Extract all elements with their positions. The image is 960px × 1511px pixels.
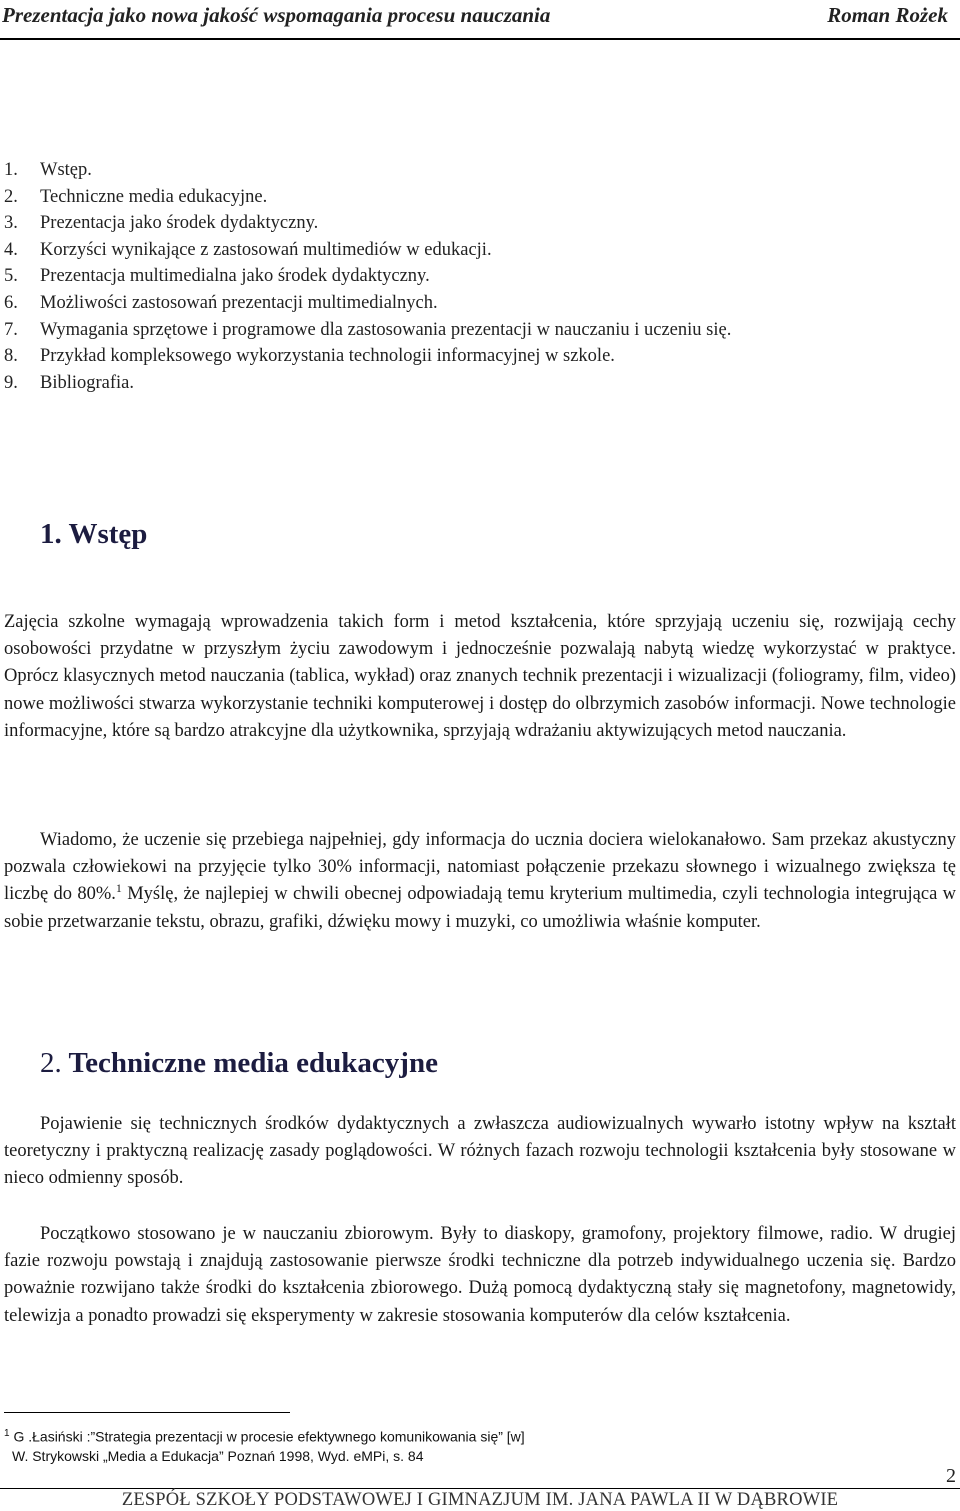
section-1-paragraph-1 xyxy=(4,609,956,745)
page-number: 2 xyxy=(946,1465,956,1487)
toc-item-number: 8. xyxy=(4,346,18,367)
toc-item-number: 4. xyxy=(4,239,18,260)
section-2-number: 2. xyxy=(40,1047,62,1079)
section-2-title: Techniczne media edukacyjne xyxy=(68,1047,438,1079)
toc-item-text: Korzyści wynikające z zastosowań multimediów w edukacji. xyxy=(40,239,492,260)
toc-item-number: 7. xyxy=(4,319,18,340)
footnote-separator xyxy=(4,1412,290,1413)
header-title: Prezentacja jako nowa jakość wspomagania procesu nauczania xyxy=(2,3,551,27)
toc-item-text: Techniczne media edukacyjne. xyxy=(40,186,268,207)
footnote-text: G .Łasiński :”Strategia prezentacji w procesie efektywnego komunikowania się” [w] xyxy=(9,1428,525,1445)
paragraph-text: Myślę, że najlepiej w chwili obecnej odpowiadają temu kryterium multimedia, czyli technologia integrująca w sobie przetwarzanie tekstu, obrazu, grafiki, dźwięku mowy i muzyki, co umożliwia właśnie komputer. xyxy=(4,884,956,932)
footnote-line-2 xyxy=(4,1447,904,1466)
toc-item-number: 1. xyxy=(4,160,18,180)
toc-item xyxy=(0,184,958,211)
toc-item-number: 2. xyxy=(4,186,18,207)
toc-item xyxy=(0,343,958,370)
paragraph-text: Początkowo stosowano je w nauczaniu zbiorowym. Były to diaskopy, gramofony, projektory filmowe, radio. W drugiej fazie rozwoju powstają i znajdują zastosowanie pierwsze środki techniczne dla potrzeb indywidualnego uczenia się. Bardzo poważnie rozwijano także środki do kształcenia zbiorowego. Dużą pomocą dydaktyczną stały się magnetofony, magnetowidy, telewizja a ponadto prowadzi się eksperymenty w zakresie stosowania komputerów dla celów kształcenia. xyxy=(4,1224,956,1326)
footnote-line-1 xyxy=(4,1424,904,1447)
running-footer: ZESPÓŁ SZKOŁY PODSTAWOWEJ I GIMNAZJUM IM. JANA PAWLA II W DĄBROWIE xyxy=(121,1490,839,1510)
toc-item-text: Prezentacja jako środek dydaktyczny. xyxy=(40,213,319,234)
footnote-number: 1 xyxy=(4,1428,10,1439)
footnote-reference[interactable]: 1 xyxy=(115,881,122,896)
footnote xyxy=(4,1424,904,1466)
section-1-heading: 1. Wstęp xyxy=(40,518,148,550)
toc-item xyxy=(0,237,958,264)
toc-item xyxy=(0,317,958,344)
footnote-text: W. Strykowski „Media a Edukacja” Poznań 1998, Wyd. eMPi, s. 84 xyxy=(12,1447,424,1464)
table-of-contents xyxy=(0,157,958,396)
paragraph-text: Wiadomo, że uczenie się przebiega najpełniej, gdy informacja do ucznia dociera wielokanałowo. Sam przekaz akustyczny pozwala człowiekowi na przyjęcie tylko 30% informacji, natomiast połączenie przekazu słownego i wizualnego zwiększa tę liczbę do 80%. xyxy=(4,830,956,905)
section-2-heading xyxy=(40,1047,438,1080)
running-header xyxy=(0,0,960,40)
toc-item xyxy=(0,157,958,184)
section-2-paragraph-1 xyxy=(4,1111,956,1193)
toc-item-text: Wymagania sprzętowe i programowe dla zastosowania prezentacji w nauczaniu i uczeniu się. xyxy=(40,319,732,340)
toc-item-number: 6. xyxy=(4,292,18,313)
toc-item-text: Wstęp. xyxy=(40,160,92,180)
toc-item-text: Bibliografia. xyxy=(40,372,135,393)
toc-item-text: Możliwości zastosowań prezentacji multimedialnych. xyxy=(40,292,438,313)
paragraph-text: Zajęcia szkolne wymagają wprowadzenia takich form i metod kształcenia, które sprzyjają uczeniu się, rozwijają cechy osobowości przydatne w przyszłym życiu zawodowym i jednocześnie pozwalają nabytą wiedzę wykorzystać w praktyce. Oprócz klasycznych metod nauczania (tablica, wykład) oraz znanych technik prezentacji i wizualizacji (foliogramy, film, video) nowe możliwości stwarza wykorzystanie techniki komputerowej i dostęp do olbrzymich zasobów informacji. Nowe technologie informacyjne, które są bardzo atrakcyjne dla użytkownika, sprzyjają wdrażaniu aktywizujących metod nauczania. xyxy=(4,612,956,741)
toc-item xyxy=(0,370,958,397)
toc-item-text: Przykład kompleksowego wykorzystania technologii informacyjnej w szkole. xyxy=(40,346,615,367)
section-2-paragraph-2 xyxy=(4,1221,956,1330)
toc-item xyxy=(0,210,958,237)
header-author: Roman Rożek xyxy=(827,3,948,27)
section-1-paragraph-2 xyxy=(4,827,956,936)
toc-item xyxy=(0,263,958,290)
paragraph-text: Pojawienie się technicznych środków dydaktycznych a zwłaszcza audiowizualnych wywarło istotny wpływ na kształt teoretyczny i praktyczną realizację zasady poglądowości. W różnych fazach rozwoju technologii kształcenia były stosowane w nieco odmienny sposób. xyxy=(4,1114,956,1189)
toc-item-number: 5. xyxy=(4,266,18,287)
toc-item xyxy=(0,290,958,317)
toc-item-text: Prezentacja multimedialna jako środek dydaktyczny. xyxy=(40,266,430,287)
footer-separator xyxy=(0,1488,960,1489)
toc-item-number: 9. xyxy=(4,372,18,393)
toc-item-number: 3. xyxy=(4,213,18,234)
